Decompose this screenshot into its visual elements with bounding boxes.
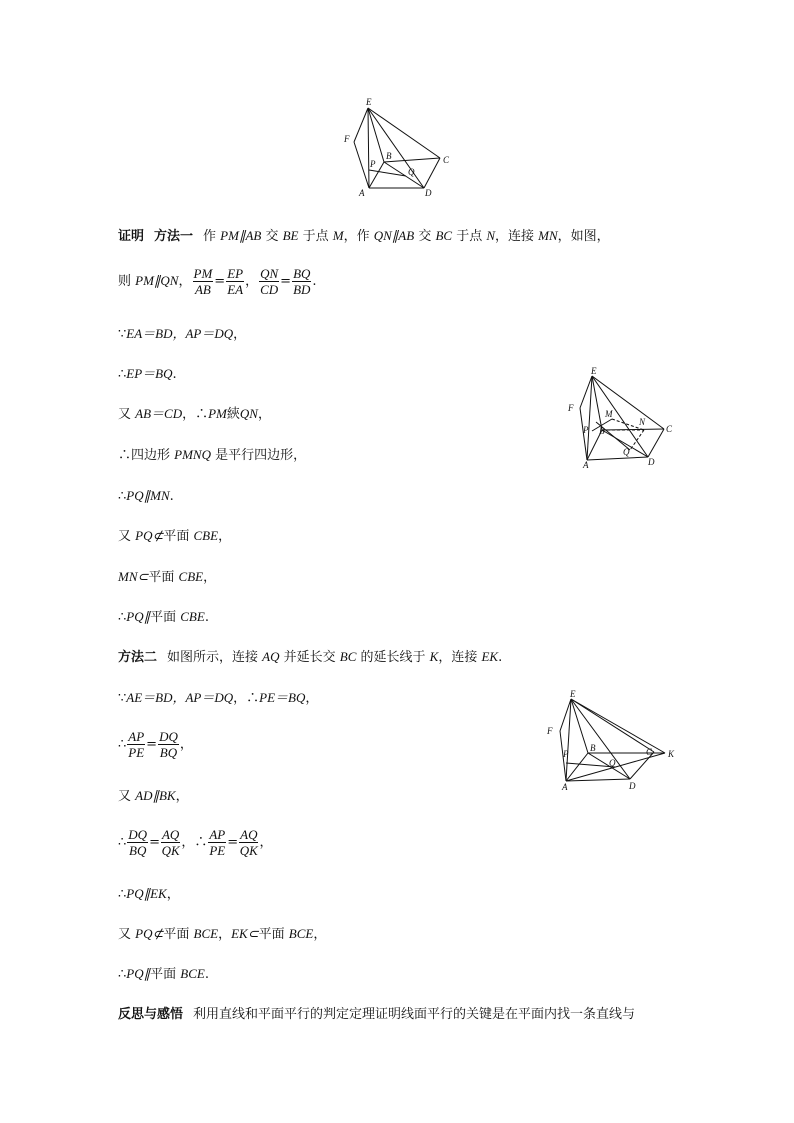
- numerator: AP: [128, 729, 145, 744]
- numerator: AP: [209, 827, 226, 842]
- denominator: BD: [293, 282, 311, 297]
- denominator: CD: [260, 282, 279, 297]
- method2-heading: 方法二: [118, 650, 158, 665]
- fig3-label-E: E: [570, 689, 576, 699]
- method2-line7: [118, 926, 326, 943]
- method2-line5: [118, 827, 273, 858]
- text: ，作: [343, 229, 374, 244]
- fraction: [239, 827, 258, 858]
- method1-line9: [118, 569, 216, 586]
- text: ，: [305, 691, 319, 706]
- method2-line2: [118, 690, 318, 707]
- denominator: EA: [227, 282, 244, 297]
- denominator: PE: [209, 843, 226, 858]
- text: 平面: [163, 529, 194, 544]
- math: BCE: [193, 926, 219, 941]
- text: ，: [218, 927, 232, 942]
- text: 又: [118, 789, 136, 804]
- math: QN∥AB: [373, 228, 415, 243]
- figure-1: [336, 96, 466, 201]
- fig2-label-N: N: [639, 417, 646, 427]
- math: BE: [282, 228, 299, 243]
- text: .: [204, 610, 209, 625]
- numerator: EP: [227, 266, 244, 281]
- because-symbol: ∵: [118, 691, 127, 706]
- numerator: AQ: [240, 827, 258, 842]
- fig3-label-B: B: [590, 743, 596, 753]
- math: PM∥QN: [135, 273, 179, 288]
- math: PQ∥EK: [126, 886, 167, 901]
- method1-line7: [118, 488, 174, 505]
- reflection-heading: 反思与感悟: [118, 1007, 184, 1022]
- fig1-label-A: A: [359, 188, 365, 198]
- therefore-symbol: ∴: [118, 835, 127, 850]
- fig3-label-A: A: [562, 782, 568, 792]
- text: ，∴: [182, 407, 209, 422]
- fig3-label-D: D: [629, 781, 636, 791]
- fraction: [259, 266, 279, 297]
- math: PM∥AB: [220, 228, 262, 243]
- fraction: [127, 729, 145, 760]
- text: 则: [118, 274, 136, 289]
- fig3-label-K: K: [668, 749, 675, 759]
- reflection-text: 利用直线和平面平行的判定定理证明线面平行的关键是在平面内找一条直线与: [193, 1007, 636, 1022]
- math: AQ: [262, 649, 280, 664]
- method2-line4: [118, 788, 189, 805]
- therefore-symbol: ∴: [118, 610, 127, 625]
- numerator: PM: [193, 266, 213, 281]
- reflection-line: [118, 1007, 635, 1023]
- text: 平面: [163, 927, 194, 942]
- fig2-label-D: D: [648, 457, 655, 467]
- fig3-label-P: P: [563, 749, 569, 759]
- text: ，: [257, 407, 271, 422]
- fig2-label-F: F: [568, 403, 574, 413]
- math: AD∥BK: [135, 788, 176, 803]
- fig1-label-C: C: [443, 155, 450, 165]
- text: =: [149, 835, 160, 850]
- text: 的延长线于: [356, 650, 430, 665]
- math: BC: [435, 228, 453, 243]
- method1-line10: [118, 609, 209, 626]
- fig1-label-E: E: [366, 97, 372, 107]
- numerator: QN: [260, 266, 279, 281]
- therefore-symbol: ∴: [118, 967, 127, 982]
- math: M: [332, 228, 344, 243]
- method2-line6: [118, 886, 180, 903]
- fig1-label-P: P: [370, 159, 376, 169]
- therefore-symbol: ∴: [118, 887, 127, 902]
- because-symbol: ∵: [118, 327, 127, 342]
- math: PE＝BQ: [259, 690, 306, 705]
- math: PQ∥: [126, 609, 151, 624]
- method1-line2: [118, 266, 317, 297]
- text: 平面: [150, 610, 181, 625]
- math: EK⊂: [231, 926, 259, 941]
- text: =: [214, 274, 226, 289]
- text: 又: [118, 927, 136, 942]
- text: ∴四边形: [118, 448, 175, 463]
- math: QN: [239, 406, 258, 421]
- therefore-symbol: ∴: [118, 737, 127, 752]
- fraction: [208, 827, 226, 858]
- method1-line6: [118, 447, 306, 464]
- method1-line3: [118, 326, 246, 343]
- math: CBE: [193, 528, 219, 543]
- text: 于点: [298, 229, 333, 244]
- text: ，∴: [233, 691, 260, 706]
- text: ，: [233, 327, 247, 342]
- text: ，: [179, 737, 193, 752]
- method1-line1: [118, 228, 610, 245]
- fraction: [161, 827, 180, 858]
- text: ，: [259, 835, 273, 850]
- math: PMNQ: [174, 447, 211, 462]
- numerator: BQ: [293, 266, 311, 281]
- fraction: [127, 827, 148, 858]
- denominator: BQ: [159, 745, 178, 760]
- denominator: BQ: [129, 843, 147, 858]
- text: .: [204, 967, 209, 982]
- math: PQ∥MN: [126, 488, 170, 503]
- method2-line8: [118, 966, 209, 983]
- numerator: DQ: [128, 827, 148, 842]
- method1-line8: [118, 528, 231, 545]
- math: EA＝BD，AP＝DQ: [126, 326, 234, 341]
- text: 綊: [226, 407, 240, 422]
- text: 于点: [452, 229, 487, 244]
- fraction: [292, 266, 311, 297]
- math: PM: [208, 406, 227, 421]
- text: ，: [245, 274, 259, 289]
- fig2-label-E: E: [591, 366, 597, 376]
- fig1-label-B: B: [386, 151, 392, 161]
- fig3-label-Q: Q: [609, 758, 616, 768]
- math: CBE: [180, 609, 205, 624]
- therefore-symbol: ∴: [194, 835, 208, 850]
- fig2-label-P: P: [583, 425, 589, 435]
- method1-line4: [118, 366, 177, 383]
- math: CBE: [178, 569, 204, 584]
- fig1-label-D: D: [425, 188, 432, 198]
- math: MN⊂: [118, 569, 149, 584]
- figure-3: [540, 685, 690, 795]
- text: .: [312, 274, 317, 289]
- fig2-label-Q: Q: [623, 447, 630, 457]
- text: ，: [218, 529, 232, 544]
- text: 交: [261, 229, 283, 244]
- text: ，连接: [495, 229, 539, 244]
- text: =: [146, 737, 158, 752]
- text: 并延长交: [279, 650, 340, 665]
- method2-line3: [118, 729, 193, 760]
- text: 作: [203, 229, 221, 244]
- text: =: [227, 835, 239, 850]
- method1-line5: [118, 406, 271, 423]
- fig2-label-C: C: [666, 424, 673, 434]
- math: BCE: [180, 966, 205, 981]
- therefore-symbol: ∴: [118, 489, 127, 504]
- math: BC: [339, 649, 357, 664]
- fraction: [158, 729, 179, 760]
- math: AB＝CD: [135, 406, 183, 421]
- method1-heading: 方法一: [154, 229, 194, 244]
- text: .: [498, 650, 503, 665]
- text: 交: [414, 229, 436, 244]
- math: EP＝BQ: [126, 366, 173, 381]
- text: =: [280, 274, 292, 289]
- figure-2: [562, 364, 682, 469]
- math: K: [429, 649, 439, 664]
- denominator: PE: [128, 745, 145, 760]
- text: ，如图，: [557, 229, 610, 244]
- text: ，: [178, 274, 192, 289]
- text: .: [169, 489, 174, 504]
- denominator: QK: [239, 843, 258, 858]
- fraction: [193, 266, 214, 297]
- math: PQ∥: [126, 966, 151, 981]
- text: 又: [118, 529, 136, 544]
- fig2-label-A: A: [583, 460, 589, 469]
- math: AE＝BD，AP＝DQ: [126, 690, 234, 705]
- math: MN: [538, 228, 558, 243]
- text: 平面: [258, 927, 289, 942]
- text: ，: [166, 887, 180, 902]
- denominator: QK: [161, 843, 180, 858]
- fig1-label-F: F: [344, 134, 350, 144]
- math: BCE: [288, 926, 314, 941]
- text: 是平行四边形，: [210, 448, 307, 463]
- fig3-label-C: C: [646, 747, 653, 757]
- fig2-label-B: B: [599, 426, 605, 436]
- math: N: [486, 228, 496, 243]
- therefore-symbol: ∴: [118, 367, 127, 382]
- text: ，: [203, 570, 217, 585]
- fig2-label-M: M: [605, 409, 613, 419]
- fig1-label-Q: Q: [408, 167, 415, 177]
- math: PQ⊄: [135, 528, 164, 543]
- text: .: [172, 367, 177, 382]
- numerator: AQ: [161, 827, 180, 842]
- math: PQ⊄: [135, 926, 164, 941]
- text: 如图所示，连接: [167, 650, 263, 665]
- math: EK: [481, 649, 499, 664]
- text: 又: [118, 407, 136, 422]
- fraction: [226, 266, 244, 297]
- text: 平面: [150, 967, 181, 982]
- text: 平面: [148, 570, 179, 585]
- text: ，: [181, 835, 195, 850]
- numerator: DQ: [159, 729, 178, 744]
- proof-heading: 证明: [118, 229, 145, 244]
- method2-line1: [118, 649, 502, 666]
- text: ，: [175, 789, 189, 804]
- fig3-label-F: F: [547, 726, 553, 736]
- text: ，连接: [438, 650, 482, 665]
- denominator: AB: [194, 282, 211, 297]
- text: ，: [313, 927, 327, 942]
